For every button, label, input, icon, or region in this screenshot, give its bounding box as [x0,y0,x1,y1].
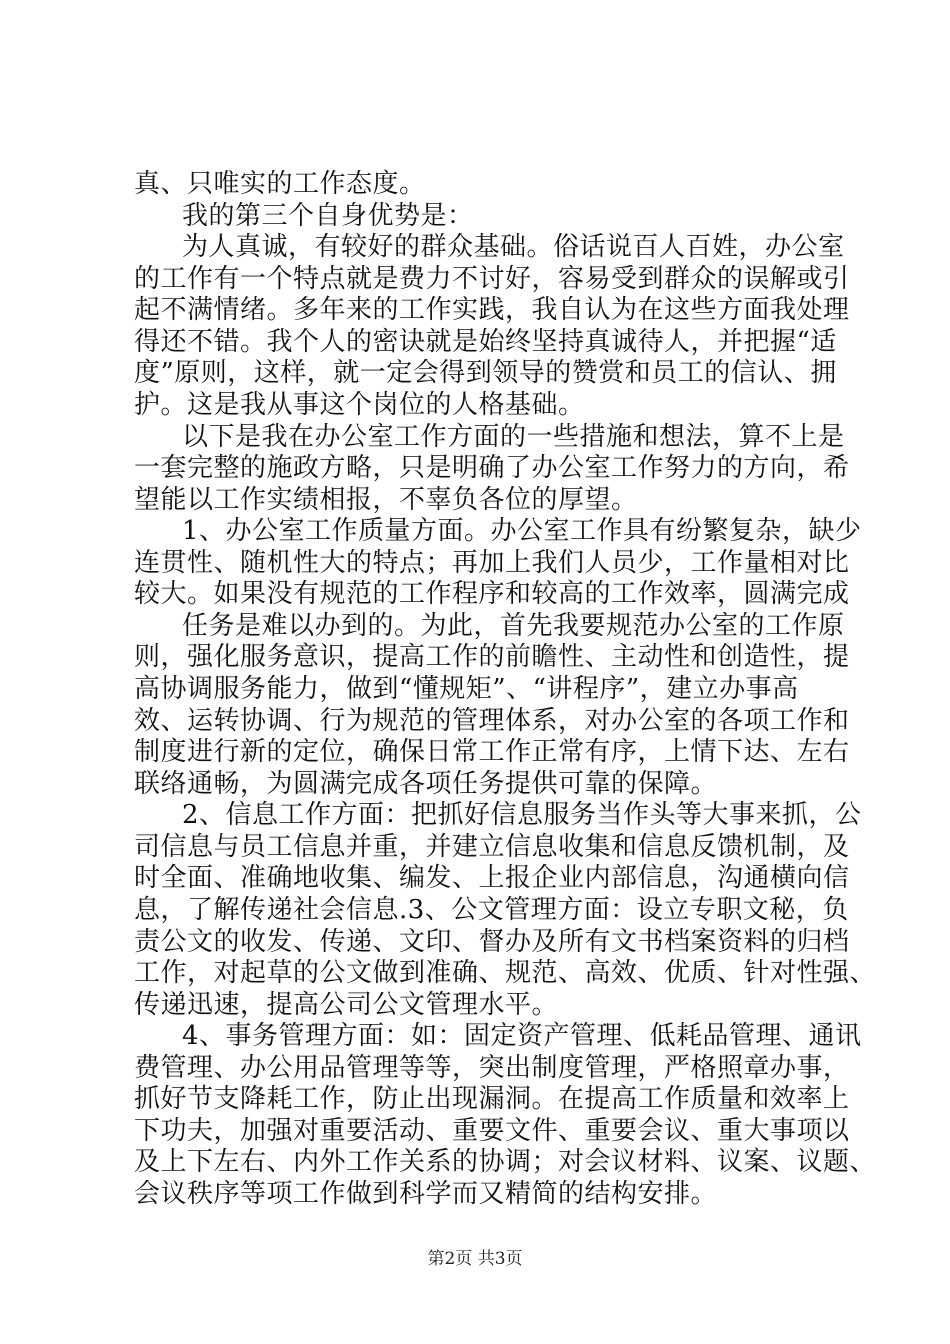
body-text-line: 联络通畅，为圆满完成各项任务提供可靠的保障。 [134,769,718,799]
body-text-line: 下功夫，加强对重要活动、重要文件、重要会议、重大事项以 [134,1116,850,1146]
body-text-line: 一套完整的施政方略，只是明确了办公室工作努力的方向，希 [134,453,850,483]
body-text-line: 抓好节支降耗工作，防止出现漏洞。在提高工作质量和效率上 [134,1084,850,1114]
body-text-line: 及上下左右、内外工作关系的协调；对会议材料、议案、议题、 [134,1147,877,1177]
body-text-line: 会议秩序等项工作做到科学而又精简的结构安排。 [134,1179,718,1209]
body-text-line: 以下是我在办公室工作方面的一些措施和想法，算不上是 [182,422,845,452]
body-text-line: 较大。如果没有规范的工作程序和较高的工作效率，圆满完成 [134,579,850,609]
page-footer: 第2页 共3页 [427,1249,523,1269]
body-text-line: 工作，对起草的公文做到准确、规范、高效、优质、针对性强、 [134,958,877,988]
body-text-line: 息，了解传递社会信息.3、公文管理方面：设立专职文秘，负 [134,895,849,925]
body-text-line: 费管理、办公用品管理等等，突出制度管理，严格照章办事， [134,1053,850,1083]
body-text-line: 真、只唯实的工作态度。 [134,169,426,199]
body-text-line: 为人真诚，有较好的群众基础。俗话说百人百姓，办公室 [182,232,845,262]
body-text-line: 高协调服务能力，做到“懂规矩”、“讲程序”，建立办事高 [134,674,799,704]
body-text-line: 4、事务管理方面：如：固定资产管理、低耗品管理、通讯 [182,1021,862,1051]
body-text-line: 2、信息工作方面：把抓好信息服务当作头等大事来抓，公 [182,800,862,830]
body-text-line: 制度进行新的定位，确保日常工作正常有序，上情下达、左右 [134,737,850,767]
body-text-line: 护。这是我从事这个岗位的人格基础。 [134,390,585,420]
body-text-line: 任务是难以办到的。为此，首先我要规范办公室的工作原 [182,611,845,641]
body-text-line: 时全面、准确地收集、编发、上报企业内部信息，沟通横向信 [134,863,850,893]
body-text-line: 司信息与员工信息并重，并建立信息收集和信息反馈机制，及 [134,832,850,862]
body-text-line: 度”原则，这样，就一定会得到领导的赞赏和员工的信认、拥 [134,358,837,388]
body-text-line: 的工作有一个特点就是费力不讨好，容易受到群众的误解或引 [134,264,850,294]
body-text-line: 得还不错。我个人的密诀就是始终坚持真诚待人，并把握“适 [134,327,837,357]
body-text-line: 效、运转协调、行为规范的管理体系，对办公室的各项工作和 [134,706,850,736]
body-text-line: 起不满情绪。多年来的工作实践，我自认为在这些方面我处理 [134,295,850,325]
body-text-line: 我的第三个自身优势是： [182,201,474,231]
body-text-line: 望能以工作实绩相报，不辜负各位的厚望。 [134,485,638,515]
body-text-line: 则，强化服务意识，提高工作的前瞻性、主动性和创造性，提 [134,642,850,672]
body-text-line: 1、办公室工作质量方面。办公室工作具有纷繁复杂，缺少 [182,516,862,546]
body-text-line: 连贯性、随机性大的特点；再加上我们人员少，工作量相对比 [134,548,850,578]
body-text-line: 传递迅速，提高公司公文管理水平。 [134,990,559,1020]
body-text-line: 责公文的收发、传递、文印、督办及所有文书档案资料的归档 [134,927,850,957]
